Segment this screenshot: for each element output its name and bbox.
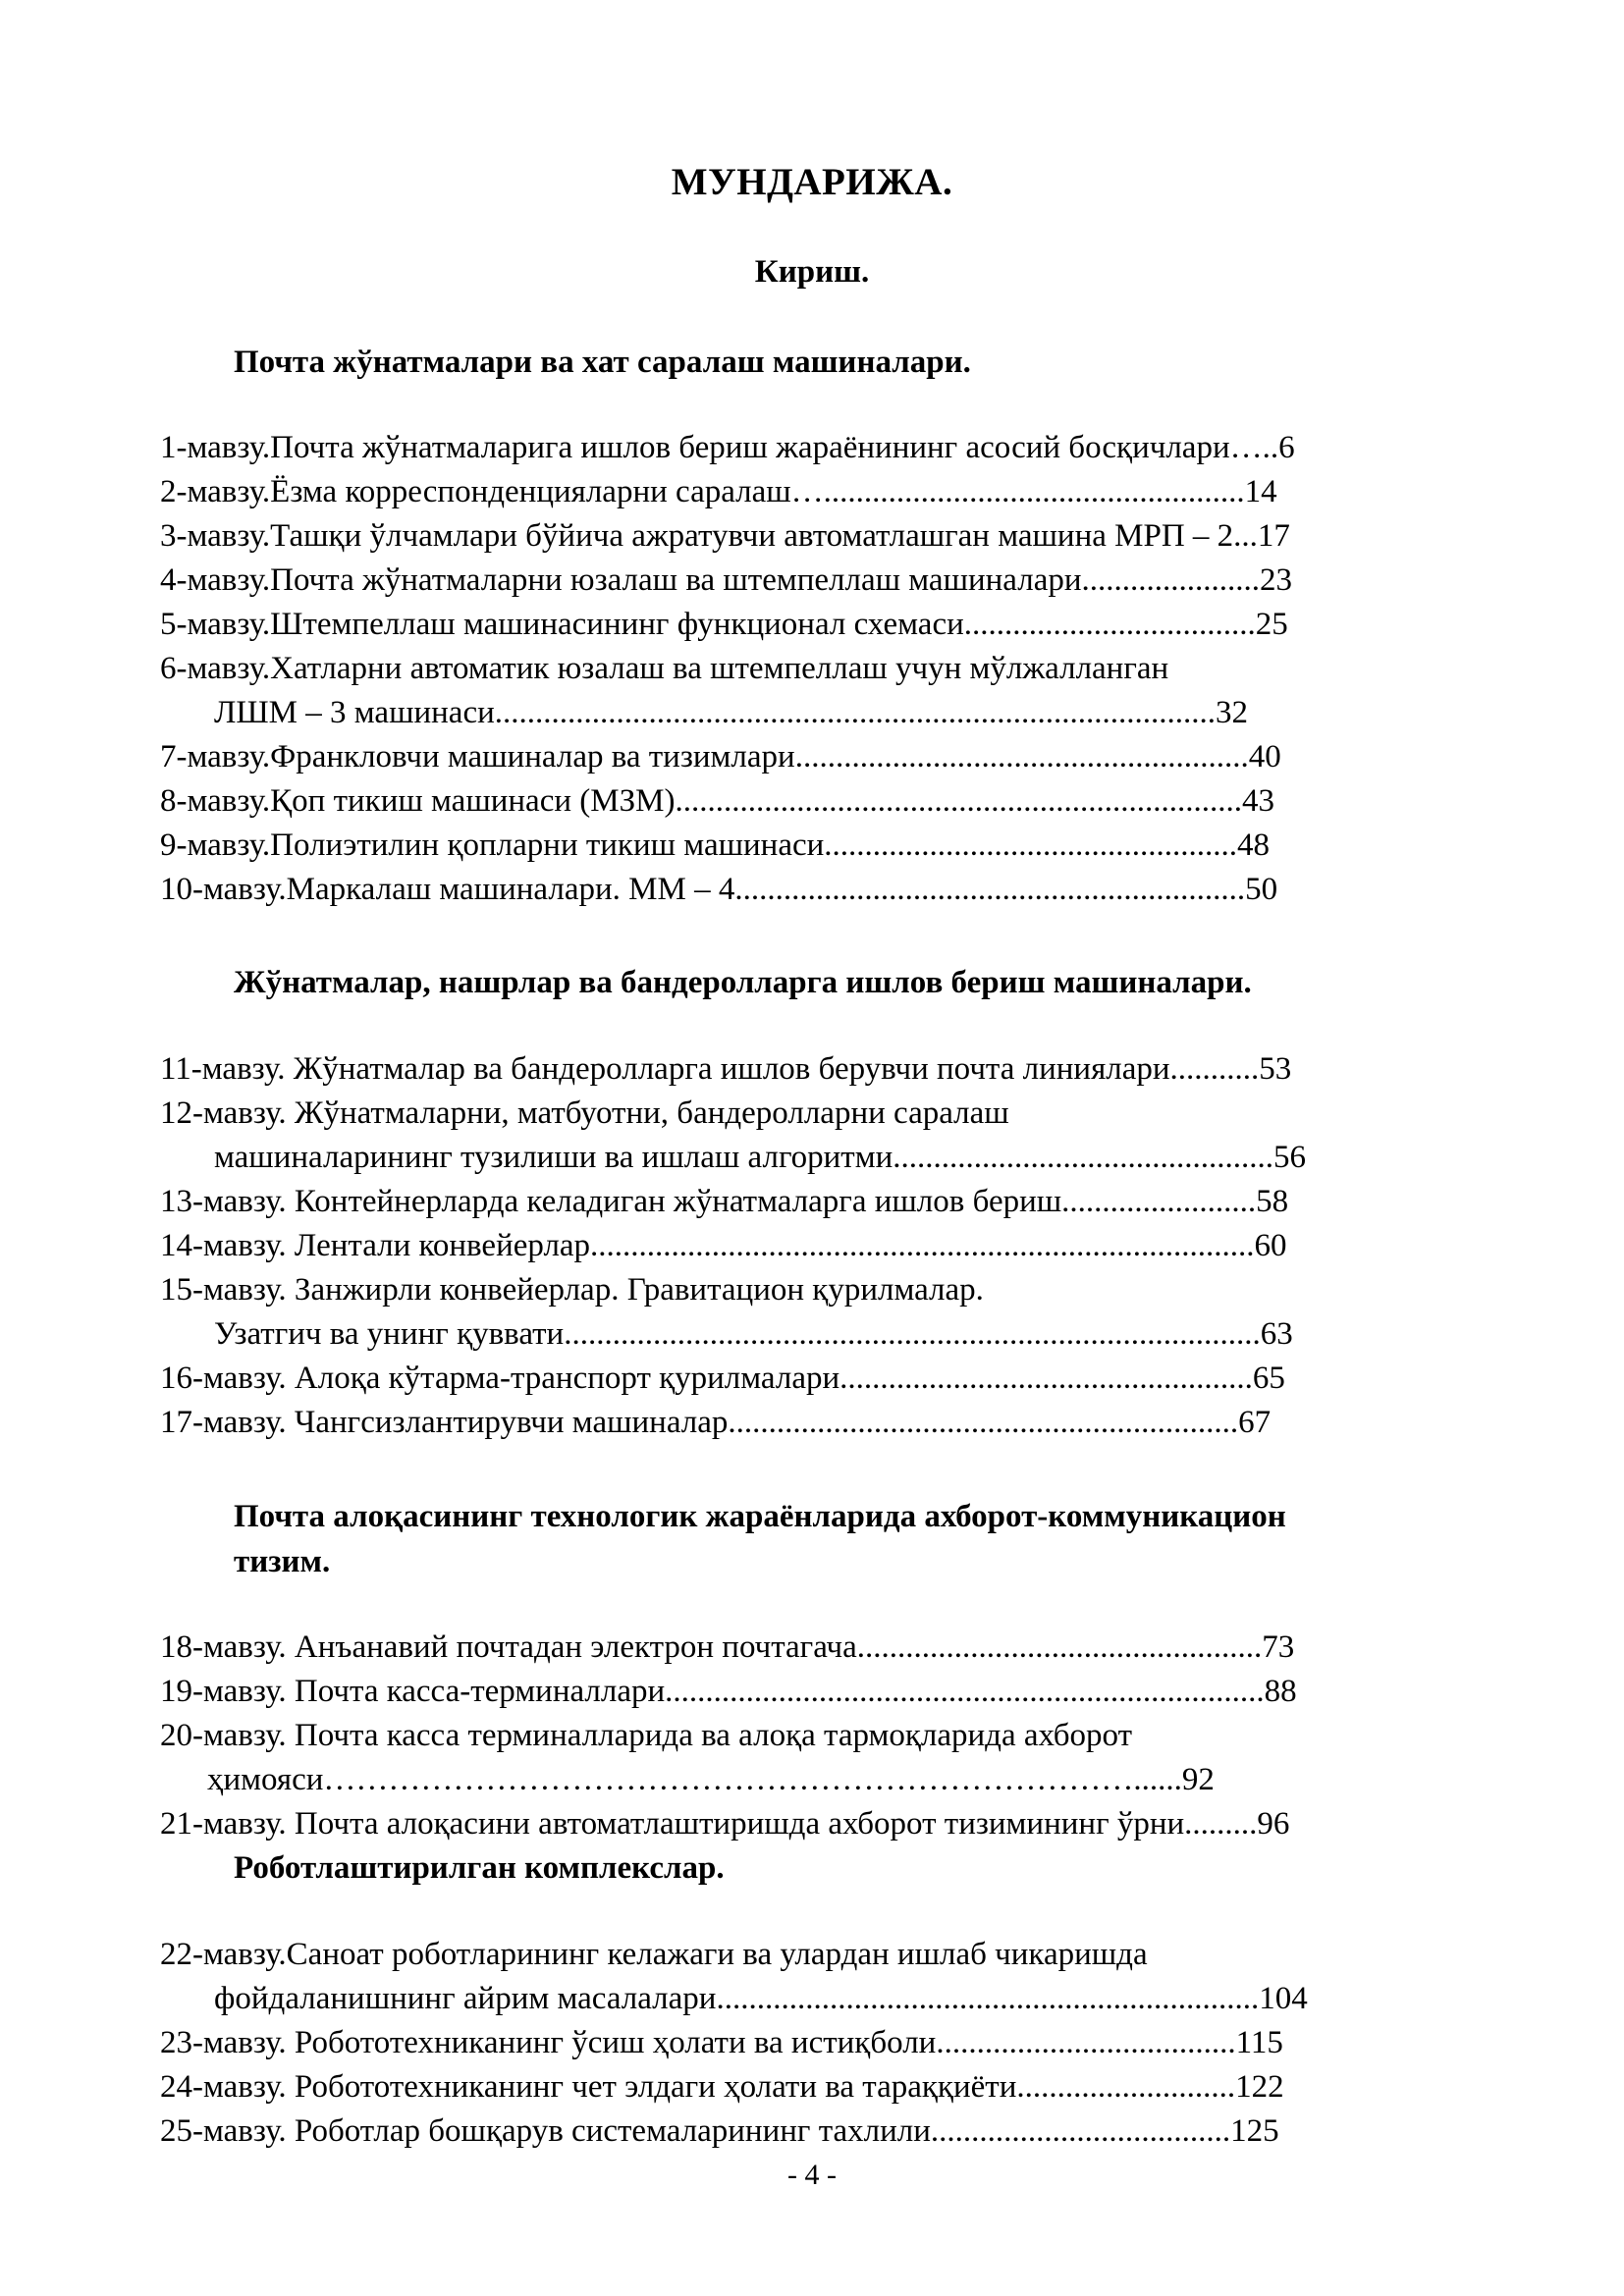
section-heading-line: тизим. xyxy=(234,1544,331,1579)
section-heading-line: Роботлаштирилган комплекслар. xyxy=(234,1850,725,1886)
toc-entry: 4-мавзу.Почта жўнатмаларни юзалаш ва штемпеллаш машиналари......................23 xyxy=(160,562,1293,598)
page-title: МУНДАРИЖА. xyxy=(671,161,953,203)
toc-entry: 17-мавзу. Чангсизлантирувчи машиналар...............................................................67 xyxy=(160,1405,1272,1440)
toc-entry: 10-мавзу.Маркалаш машиналари. ММ – 4...............................................................50 xyxy=(160,872,1278,907)
toc-entry-continuation: фойдаланишнинг айрим масалалари...................................................................104 xyxy=(214,1981,1308,2016)
toc-entry: 5-мавзу.Штемпеллаш машинасининг функционал схемаси....................................25 xyxy=(160,607,1288,642)
toc-entry: 2-мавзу.Ёзма корреспонденцияларни саралаш…....................................................14 xyxy=(160,474,1277,509)
toc-entry: 24-мавзу. Робототехниканинг чет элдаги ҳолати ва тараққиёти...........................122 xyxy=(160,2069,1284,2105)
toc-entry: 16-мавзу. Алоқа кўтарма-транспорт қурилмалари...................................................65 xyxy=(160,1361,1285,1396)
toc-entry: 9-мавзу.Полиэтилин қопларни тикиш машинаси...................................................48 xyxy=(160,828,1271,863)
toc-entry: 15-мавзу. Занжирли конвейерлар. Гравитацион қурилмалар. xyxy=(160,1272,984,1308)
section-heading-line: Почта алоқасининг технологик жараёнларида ахборот-коммуникацион xyxy=(234,1499,1286,1534)
intro-heading: Кириш. xyxy=(754,254,870,290)
toc-entry-continuation: ҳимояси…………………………………………………………………......92 xyxy=(207,1762,1215,1797)
toc-entry: 18-мавзу. Анъанавий почтадан электрон почтагача..................................................73 xyxy=(160,1629,1295,1665)
section-heading xyxy=(234,340,1540,385)
toc-entry: 1-мавзу.Почта жўнатмаларига ишлов бериш жараёнининг асосий босқичлари…..6 xyxy=(160,430,1295,465)
toc-entry-continuation: машиналарининг тузилиши ва ишлаш алгоритми...............................................56 xyxy=(214,1140,1307,1175)
page-number: - 4 - xyxy=(787,2159,837,2191)
toc-entry: 21-мавзу. Почта алоқасини автоматлаштиришда ахборот тизимининг ўрни.........96 xyxy=(160,1806,1290,1842)
section-heading-line: Жўнатмалар, нашрлар ва бандеролларга ишлов бериш машиналари. xyxy=(234,965,1252,1000)
section-heading xyxy=(234,960,1540,1005)
toc-entry: 20-мавзу. Почта касса терминалларида ва алоқа тармоқларида ахборот xyxy=(160,1718,1133,1753)
section-heading-line: Почта жўнатмалари ва хат саралаш машиналари. xyxy=(234,345,971,380)
toc-entry: 8-мавзу.Қоп тикиш машинаси (МЗМ)......................................................................43 xyxy=(160,783,1274,819)
toc-entry: 23-мавзу. Робототехниканинг ўсиш ҳолати ва истиқболи.....................................115 xyxy=(160,2025,1283,2060)
toc-entry-continuation: ЛШМ – 3 машинаси.........................................................................................32 xyxy=(214,695,1249,730)
toc-entry: 19-мавзу. Почта касса-терминаллари..........................................................................88 xyxy=(160,1674,1297,1709)
toc-entry: 3-мавзу.Ташқи ўлчамлари бўйича ажратувчи автоматлашган машина МРП – 2...17 xyxy=(160,518,1290,554)
toc-entry: 25-мавзу. Роботлар бошқарув системаларининг тахлили.....................................125 xyxy=(160,2113,1279,2149)
toc-entry: 12-мавзу. Жўнатмаларни, матбуотни, бандеролларни саралаш xyxy=(160,1095,1009,1131)
toc-entry: 11-мавзу. Жўнатмалар ва бандеролларга ишлов берувчи почта линиялари...........53 xyxy=(160,1051,1292,1087)
toc-entry: 14-мавзу. Лентали конвейерлар..................................................................................60 xyxy=(160,1228,1287,1263)
section-heading xyxy=(234,1845,1540,1891)
section-heading xyxy=(234,1494,1540,1584)
toc-entry: 13-мавзу. Контейнерларда келадиган жўнатмаларга ишлов бериш........................58 xyxy=(160,1184,1289,1219)
toc-entry-continuation: Узатгич ва унинг қуввати......................................................................................63 xyxy=(214,1316,1293,1352)
toc-entry: 7-мавзу.Франкловчи машиналар ва тизимлари........................................................40 xyxy=(160,739,1281,774)
toc-entry: 22-мавзу.Саноат роботларининг келажаги ва улардан ишлаб чикаришда xyxy=(160,1937,1148,1972)
toc-entry: 6-мавзу.Хатларни автоматик юзалаш ва штемпеллаш учун мўлжалланган xyxy=(160,651,1169,686)
